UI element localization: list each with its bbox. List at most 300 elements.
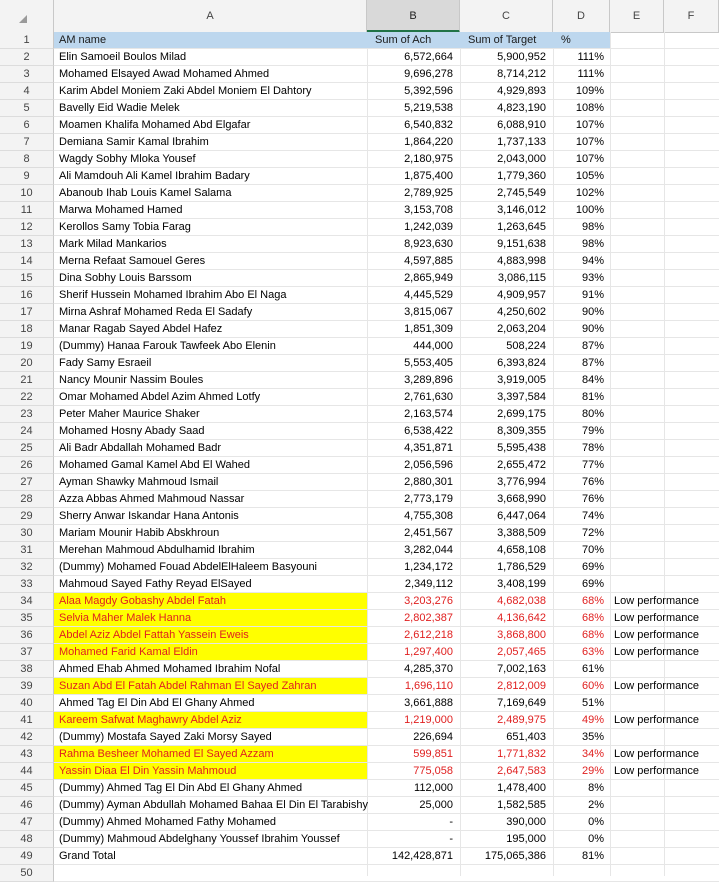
sum-of-ach-cell[interactable]: - [449,833,453,845]
note-cell[interactable] [610,457,664,473]
sum-of-target-cell[interactable]: 4,909,957 [497,289,546,301]
sum-of-target-cell[interactable]: 2,063,204 [497,323,546,335]
sum-of-target-cell[interactable]: 4,883,998 [497,255,546,267]
note-cell[interactable] [610,780,664,796]
percent-cell[interactable] [553,865,610,881]
row-header[interactable]: 45 [0,780,54,797]
empty-cell[interactable] [664,423,719,439]
row-header[interactable]: 36 [0,627,54,644]
note-cell[interactable]: Low performance [614,629,699,641]
empty-cell[interactable] [664,83,719,99]
sum-of-ach-cell[interactable]: 4,597,885 [404,255,453,267]
sum-of-ach-cell[interactable]: 3,153,708 [404,204,453,216]
percent-cell[interactable]: 77% [581,459,604,471]
sum-of-target-cell[interactable]: 2,647,583 [497,765,546,777]
row-header[interactable]: 3 [0,66,54,83]
note-cell[interactable] [610,474,664,490]
percent-cell[interactable]: 94% [581,255,604,267]
empty-cell[interactable] [664,763,719,779]
row-header[interactable]: 19 [0,338,54,355]
note-cell[interactable] [610,202,664,218]
empty-cell[interactable] [664,712,719,728]
sum-of-target-cell[interactable]: 5,900,952 [497,51,546,63]
percent-cell[interactable]: 84% [581,374,604,386]
row-header[interactable]: 44 [0,763,54,780]
row-header[interactable]: 14 [0,253,54,270]
sum-of-target-cell[interactable]: 1,582,585 [497,799,546,811]
sum-of-ach-cell[interactable]: 3,289,896 [404,374,453,386]
am-name-cell[interactable]: (Dummy) Ayman Abdullah Mohamed Bahaa El Din El Tarabishy [59,799,368,811]
header-sum-of-ach[interactable]: Sum of Ach [367,32,460,48]
empty-cell[interactable] [664,270,719,286]
note-cell[interactable] [610,865,664,881]
sum-of-target-cell[interactable]: 4,682,038 [497,595,546,607]
sum-of-ach-cell[interactable]: 112,000 [414,782,453,794]
sum-of-target-cell[interactable]: 3,868,800 [497,629,546,641]
am-name-cell[interactable]: Moamen Khalifa Mohamed Abd Elgafar [59,119,251,131]
note-cell[interactable] [610,559,664,575]
am-name-cell[interactable]: Karim Abdel Moniem Zaki Abdel Moniem El Dahtory [59,85,312,97]
column-header-a[interactable]: A [54,0,367,32]
sum-of-target-cell[interactable]: 2,745,549 [497,187,546,199]
sum-of-target-cell[interactable]: 3,776,994 [497,476,546,488]
column-header-e[interactable]: E [610,0,664,32]
sum-of-ach-cell[interactable]: 1,851,309 [404,323,453,335]
empty-cell[interactable] [664,219,719,235]
empty-cell[interactable] [664,559,719,575]
sum-of-ach-cell[interactable]: 226,694 [413,731,453,743]
row-header[interactable]: 24 [0,423,54,440]
row-header[interactable]: 39 [0,678,54,695]
empty-cell[interactable] [664,151,719,167]
percent-cell[interactable]: 107% [575,153,604,165]
note-cell[interactable] [610,321,664,337]
row-header[interactable]: 29 [0,508,54,525]
sum-of-target-cell[interactable]: 4,136,642 [497,612,546,624]
sum-of-ach-cell[interactable]: 5,219,538 [404,102,453,114]
sum-of-ach-cell[interactable]: 3,815,067 [404,306,453,318]
sum-of-target-cell[interactable]: 3,086,115 [497,272,546,284]
note-cell[interactable]: Low performance [614,714,699,726]
percent-cell[interactable]: 74% [581,510,604,522]
percent-cell[interactable]: 69% [581,561,604,573]
sum-of-target-cell[interactable]: 195,000 [506,833,546,845]
sum-of-target-cell[interactable]: 1,737,133 [497,136,546,148]
percent-cell[interactable]: 90% [581,323,604,335]
note-cell[interactable] [610,151,664,167]
percent-cell[interactable]: 68% [581,629,604,641]
am-name-cell[interactable]: Kareem Safwat Maghawry Abdel Aziz [54,712,367,728]
sum-of-ach-cell[interactable]: 1,219,000 [404,714,453,726]
empty-cell[interactable] [664,236,719,252]
sum-of-target-cell[interactable]: 1,263,645 [497,221,546,233]
row-header[interactable]: 23 [0,406,54,423]
header-am-name[interactable]: AM name [54,32,367,48]
sum-of-target-cell[interactable] [460,865,553,881]
am-name-cell[interactable]: Marwa Mohamed Hamed [59,204,183,216]
row-header[interactable]: 12 [0,219,54,236]
note-cell[interactable] [610,219,664,235]
sum-of-ach-cell[interactable]: 4,351,871 [404,442,453,454]
am-name-cell[interactable]: Yassin Diaa El Din Yassin Mahmoud [54,763,367,779]
percent-cell[interactable]: 80% [581,408,604,420]
sum-of-ach-cell[interactable]: 3,203,276 [404,595,453,607]
empty-cell[interactable] [664,406,719,422]
header-percent[interactable]: % [553,32,610,48]
sum-of-target-cell[interactable]: 4,658,108 [497,544,546,556]
sum-of-ach-cell[interactable]: 3,661,888 [404,697,453,709]
note-cell[interactable] [610,253,664,269]
percent-cell[interactable]: 79% [581,425,604,437]
sum-of-ach-cell[interactable]: 2,451,567 [404,527,453,539]
sum-of-target-cell[interactable]: 4,929,893 [497,85,546,97]
percent-cell[interactable]: 111% [577,51,604,63]
note-cell[interactable]: Low performance [614,646,699,658]
note-cell[interactable] [610,525,664,541]
percent-cell[interactable]: 108% [575,102,604,114]
percent-cell[interactable]: 87% [581,357,604,369]
empty-cell[interactable] [664,627,719,643]
percent-cell[interactable]: 81% [581,391,604,403]
sum-of-ach-cell[interactable]: 2,612,218 [404,629,453,641]
note-cell[interactable] [610,695,664,711]
percent-cell[interactable]: 34% [581,748,604,760]
row-header[interactable]: 22 [0,389,54,406]
row-header[interactable]: 10 [0,185,54,202]
row-header[interactable]: 42 [0,729,54,746]
note-cell[interactable] [610,117,664,133]
empty-cell[interactable] [664,117,719,133]
percent-cell[interactable]: 70% [581,544,604,556]
row-header[interactable]: 46 [0,797,54,814]
sum-of-ach-cell[interactable]: 2,789,925 [404,187,453,199]
sum-of-ach-cell[interactable]: 3,282,044 [404,544,453,556]
note-cell[interactable] [610,270,664,286]
row-header[interactable]: 33 [0,576,54,593]
am-name-cell[interactable]: Peter Maher Maurice Shaker [59,408,200,420]
empty-cell[interactable] [664,610,719,626]
percent-cell[interactable]: 60% [581,680,604,692]
sum-of-ach-cell[interactable]: 5,392,596 [404,85,453,97]
am-name-cell[interactable]: Manar Ragab Sayed Abdel Hafez [59,323,223,335]
row-header[interactable]: 13 [0,236,54,253]
am-name-cell[interactable]: Nancy Mounir Nassim Boules [59,374,204,386]
note-cell[interactable]: Low performance [614,680,699,692]
empty-cell[interactable] [664,508,719,524]
percent-cell[interactable]: 49% [581,714,604,726]
percent-cell[interactable]: 105% [575,170,604,182]
row-header[interactable]: 6 [0,117,54,134]
sum-of-target-cell[interactable]: 1,786,529 [497,561,546,573]
sum-of-ach-cell[interactable]: 6,540,832 [404,119,453,131]
sum-of-target-cell[interactable]: 7,002,163 [497,663,546,675]
percent-cell[interactable]: 2% [588,799,604,811]
sum-of-ach-cell[interactable]: 444,000 [413,340,453,352]
percent-cell[interactable]: 91% [581,289,604,301]
row-header[interactable]: 7 [0,134,54,151]
note-cell[interactable] [610,661,664,677]
sum-of-ach-cell[interactable]: 2,349,112 [404,578,453,590]
column-header-f[interactable]: F [664,0,719,32]
sum-of-ach-cell[interactable]: 2,056,596 [404,459,453,471]
row-header[interactable]: 41 [0,712,54,729]
am-name-cell[interactable]: Merehan Mahmoud Abdulhamid Ibrahim [59,544,255,556]
percent-cell[interactable]: 76% [581,476,604,488]
am-name-cell[interactable]: Wagdy Sobhy Mloka Yousef [59,153,196,165]
percent-cell[interactable]: 68% [581,595,604,607]
sum-of-ach-cell[interactable]: 1,242,039 [404,221,453,233]
percent-cell[interactable]: 87% [581,340,604,352]
percent-cell[interactable]: 81% [581,850,604,862]
empty-cell[interactable] [664,525,719,541]
row-header[interactable]: 15 [0,270,54,287]
sum-of-ach-cell[interactable]: 2,180,975 [404,153,453,165]
am-name-cell[interactable]: Sherif Hussein Mohamed Ibrahim Abo El Naga [59,289,287,301]
percent-cell[interactable]: 51% [581,697,604,709]
am-name-cell[interactable]: Mohamed Gamal Kamel Abd El Wahed [59,459,250,471]
row-header[interactable]: 32 [0,559,54,576]
row-header[interactable]: 50 [0,865,54,882]
am-name-cell[interactable]: Ayman Shawky Mahmoud Ismail [59,476,219,488]
empty-cell[interactable] [664,746,719,762]
sum-of-ach-cell[interactable]: 599,851 [413,748,453,760]
empty-cell[interactable] [664,440,719,456]
am-name-cell[interactable]: Elin Samoeil Boulos Milad [59,51,187,63]
row-header[interactable]: 38 [0,661,54,678]
am-name-cell[interactable]: Mahmoud Sayed Fathy Reyad ElSayed [59,578,252,590]
percent-cell[interactable]: 8% [588,782,604,794]
percent-cell[interactable]: 68% [581,612,604,624]
sum-of-target-cell[interactable]: 3,388,509 [497,527,546,539]
note-cell[interactable] [610,491,664,507]
row-header[interactable]: 31 [0,542,54,559]
empty-cell[interactable] [664,372,719,388]
empty-cell[interactable] [664,780,719,796]
percent-cell[interactable]: 29% [581,765,604,777]
am-name-cell[interactable]: Abanoub Ihab Louis Kamel Salama [59,187,232,199]
am-name-cell[interactable]: Rahma Besheer Mohamed El Sayed Azzam [54,746,367,762]
sum-of-ach-cell[interactable]: 1,696,110 [404,680,453,692]
sum-of-target-cell[interactable]: 2,057,465 [497,646,546,658]
note-cell[interactable]: Low performance [614,595,699,607]
sum-of-ach-cell[interactable]: 1,875,400 [404,170,453,182]
empty-cell[interactable] [664,185,719,201]
empty-cell[interactable] [664,576,719,592]
sum-of-target-cell[interactable]: 651,403 [506,731,546,743]
row-header[interactable]: 30 [0,525,54,542]
sum-of-ach-cell[interactable]: - [449,816,453,828]
row-header[interactable]: 25 [0,440,54,457]
sum-of-target-cell[interactable]: 8,714,212 [497,68,546,80]
note-cell[interactable] [610,389,664,405]
row-header[interactable]: 27 [0,474,54,491]
empty-cell[interactable] [664,865,719,881]
note-cell[interactable]: Low performance [614,748,699,760]
row-header[interactable]: 21 [0,372,54,389]
sum-of-ach-cell[interactable]: 2,761,630 [404,391,453,403]
sum-of-ach-cell[interactable]: 1,234,172 [404,561,453,573]
sum-of-ach-cell[interactable]: 4,755,308 [404,510,453,522]
sum-of-target-cell[interactable]: 1,779,360 [497,170,546,182]
sum-of-ach-cell[interactable]: 2,802,387 [404,612,453,624]
percent-cell[interactable]: 0% [588,816,604,828]
empty-cell[interactable] [664,695,719,711]
am-name-cell[interactable]: (Dummy) Ahmed Tag El Din Abd El Ghany Ahmed [59,782,303,794]
sum-of-ach-cell[interactable]: 9,696,278 [404,68,453,80]
note-cell[interactable] [610,168,664,184]
row-header[interactable]: 28 [0,491,54,508]
note-cell[interactable] [610,814,664,830]
percent-cell[interactable]: 90% [581,306,604,318]
sum-of-target-cell[interactable]: 7,169,649 [497,697,546,709]
empty-cell[interactable] [664,338,719,354]
sum-of-ach-cell[interactable]: 4,445,529 [404,289,453,301]
note-cell[interactable] [610,338,664,354]
percent-cell[interactable]: 93% [581,272,604,284]
am-name-cell[interactable]: (Dummy) Mostafa Sayed Zaki Morsy Sayed [59,731,272,743]
note-cell[interactable]: Low performance [614,765,699,777]
sum-of-ach-cell[interactable]: 2,163,574 [404,408,453,420]
sum-of-target-cell[interactable]: 9,151,638 [497,238,546,250]
row-header[interactable]: 11 [0,202,54,219]
note-cell[interactable] [610,100,664,116]
empty-cell[interactable] [664,848,719,864]
empty-cell[interactable] [664,389,719,405]
sum-of-target-cell[interactable]: 2,043,000 [497,153,546,165]
note-cell[interactable] [610,848,664,864]
am-name-cell[interactable]: Mark Milad Mankarios [59,238,167,250]
am-name-cell[interactable]: Mohamed Hosny Abady Saad [59,425,205,437]
note-cell[interactable] [610,236,664,252]
percent-cell[interactable]: 76% [581,493,604,505]
row-header[interactable]: 20 [0,355,54,372]
sum-of-ach-cell[interactable]: 2,865,949 [404,272,453,284]
am-name-cell[interactable]: Demiana Samir Kamal Ibrahim [59,136,209,148]
sum-of-ach-cell[interactable] [367,865,460,881]
note-cell[interactable] [610,729,664,745]
empty-cell[interactable] [664,661,719,677]
sum-of-ach-cell[interactable]: 142,428,871 [391,850,453,862]
empty-cell[interactable] [664,542,719,558]
empty-cell[interactable] [664,797,719,813]
am-name-cell[interactable]: Mariam Mounir Habib Abskhroun [59,527,220,539]
am-name-cell[interactable]: Mirna Ashraf Mohamed Reda El Sadafy [59,306,253,318]
sum-of-target-cell[interactable]: 3,397,584 [497,391,546,403]
am-name-cell[interactable]: Ali Mamdouh Ali Kamel Ibrahim Badary [59,170,250,182]
sum-of-target-cell[interactable]: 4,250,602 [497,306,546,318]
percent-cell[interactable]: 61% [581,663,604,675]
note-cell[interactable] [610,304,664,320]
sum-of-ach-cell[interactable]: 2,880,301 [404,476,453,488]
row-header[interactable]: 1 [0,32,54,49]
sum-of-ach-cell[interactable]: 4,285,370 [404,663,453,675]
row-header[interactable]: 4 [0,83,54,100]
note-cell[interactable] [610,831,664,847]
sum-of-target-cell[interactable]: 2,812,009 [497,680,546,692]
sum-of-target-cell[interactable]: 3,408,199 [497,578,546,590]
empty-cell[interactable] [664,253,719,269]
percent-cell[interactable]: 102% [575,187,604,199]
percent-cell[interactable]: 100% [575,204,604,216]
row-header[interactable]: 35 [0,610,54,627]
row-header[interactable]: 40 [0,695,54,712]
sum-of-ach-cell[interactable]: 6,572,664 [404,51,453,63]
sum-of-ach-cell[interactable]: 2,773,179 [404,493,453,505]
note-cell[interactable] [610,66,664,82]
am-name-cell[interactable]: Fady Samy Esraeil [59,357,152,369]
empty-cell[interactable] [664,355,719,371]
am-name-cell[interactable]: Kerollos Samy Tobia Farag [59,221,191,233]
note-cell[interactable] [610,49,664,65]
empty-cell[interactable] [664,644,719,660]
sum-of-ach-cell[interactable]: 6,538,422 [404,425,453,437]
empty-cell[interactable] [664,100,719,116]
am-name-cell[interactable]: Alaa Magdy Gobashy Abdel Fatah [54,593,367,609]
am-name-cell[interactable]: Dina Sobhy Louis Barssom [59,272,192,284]
header-sum-of-target[interactable]: Sum of Target [460,32,553,48]
select-all-button[interactable] [0,0,54,32]
row-header[interactable]: 8 [0,151,54,168]
empty-cell[interactable] [664,321,719,337]
note-cell[interactable] [610,134,664,150]
sum-of-target-cell[interactable]: 508,224 [506,340,546,352]
am-name-cell[interactable]: Sherry Anwar Iskandar Hana Antonis [59,510,239,522]
note-cell[interactable] [610,508,664,524]
sum-of-target-cell[interactable]: 1,771,832 [497,748,546,760]
sum-of-target-cell[interactable]: 1,478,400 [497,782,546,794]
sum-of-target-cell[interactable]: 4,823,190 [497,102,546,114]
empty-cell[interactable] [664,202,719,218]
percent-cell[interactable]: 107% [575,119,604,131]
am-name-cell[interactable] [54,865,367,881]
am-name-cell[interactable]: (Dummy) Hanaa Farouk Tawfeek Abo Elenin [59,340,276,352]
empty-cell[interactable] [664,66,719,82]
am-name-cell[interactable]: Bavelly Eid Wadie Melek [59,102,180,114]
percent-cell[interactable]: 78% [581,442,604,454]
sum-of-target-cell[interactable]: 6,088,910 [497,119,546,131]
sum-of-target-cell[interactable]: 3,146,012 [497,204,546,216]
sum-of-target-cell[interactable]: 175,065,386 [484,850,546,862]
percent-cell[interactable]: 69% [581,578,604,590]
am-name-cell[interactable]: (Dummy) Mahmoud Abdelghany Youssef Ibrahim Youssef [59,833,340,845]
sum-of-ach-cell[interactable]: 25,000 [419,799,453,811]
row-header[interactable]: 34 [0,593,54,610]
percent-cell[interactable]: 98% [581,221,604,233]
am-name-cell[interactable]: Suzan Abd El Fatah Abdel Rahman El Sayed Zahran [54,678,367,694]
note-cell[interactable] [610,185,664,201]
empty-cell[interactable] [664,678,719,694]
row-header[interactable]: 48 [0,831,54,848]
row-header[interactable]: 2 [0,49,54,66]
percent-cell[interactable]: 109% [575,85,604,97]
percent-cell[interactable]: 63% [581,646,604,658]
note-cell[interactable] [610,542,664,558]
empty-cell[interactable] [664,134,719,150]
note-cell[interactable] [610,83,664,99]
percent-cell[interactable]: 35% [581,731,604,743]
sum-of-ach-cell[interactable]: 5,553,405 [404,357,453,369]
sum-of-target-cell[interactable]: 2,655,472 [497,459,546,471]
am-name-cell[interactable]: Ahmed Tag El Din Abd El Ghany Ahmed [59,697,255,709]
note-cell[interactable] [610,576,664,592]
sum-of-target-cell[interactable]: 2,489,975 [497,714,546,726]
sum-of-target-cell[interactable]: 3,919,005 [497,374,546,386]
percent-cell[interactable]: 72% [581,527,604,539]
note-cell[interactable]: Low performance [614,612,699,624]
am-name-cell[interactable]: Selvia Maher Malek Hanna [54,610,367,626]
sum-of-ach-cell[interactable]: 8,923,630 [404,238,453,250]
row-header[interactable]: 26 [0,457,54,474]
